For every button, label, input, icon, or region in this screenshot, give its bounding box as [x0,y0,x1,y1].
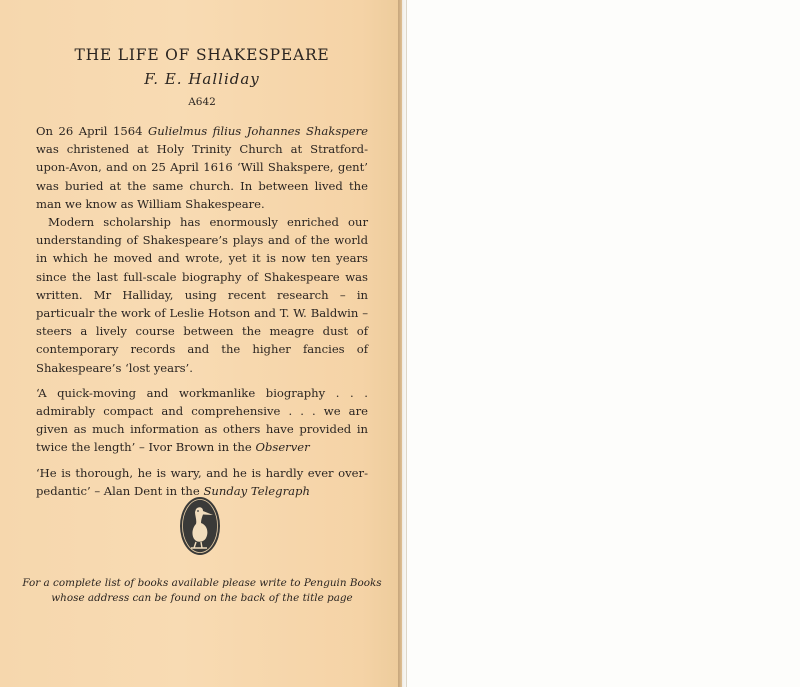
text-run: ‘He is thorough, he is wary, and he is hardly ever over-pedantic’ – Alan Dent in the [36,465,368,498]
text-run: was christened at Holy Trinity Church at Stratford-upon-Avon, and on 25 April 1616 ‘Will Shakspere, gent’ was buried at the same church. In between lived the man we know as William Shakespeare. [36,142,368,211]
text-run-italic: Gulielmus filius Johannes Shakspere [148,124,368,138]
publication-name: Observer [255,440,310,455]
book-author: F. E. Halliday [144,70,260,88]
penguin-pelican-emblem-icon [178,495,222,557]
blurb-body [36,122,368,500]
catalog-code: A642 [188,96,216,108]
paragraph-scholarship: Modern scholarship has enormously enriched our understanding of Shakespeare’s plays and of the world in which he moved and wrote, yet it is now ten years since the last full-scale biography of Shakespeare was written. Mr Halliday, using recent research – in particualr the work of Leslie Hotson and T. W. Baldwin – steers a lively course between the meagre dust of contemporary records and the higher fancies of Shakespeare’s ‘lost years’. [36,215,368,375]
paragraph-intro [36,122,368,213]
review-quote-brown [36,384,368,457]
text-run: On 26 April 1564 [36,124,149,138]
blurb-content [36,44,368,500]
right-page-blank [406,0,800,687]
footer-line-1: For a complete list of books available please write to Penguin Books [22,577,382,589]
publication-name: Sunday Telegraph [203,483,310,498]
footer-line-2: whose address can be found on the back of the title page [51,592,353,604]
text-run: ‘A quick-moving and workmanlike biography . . . admirably compact and comprehensive . . . we are given as much information as others have provided in twice the length’ – Ivor Brown in the [36,385,368,455]
footer-note [20,576,384,606]
book-title: THE LIFE OF SHAKESPEARE [74,46,330,64]
